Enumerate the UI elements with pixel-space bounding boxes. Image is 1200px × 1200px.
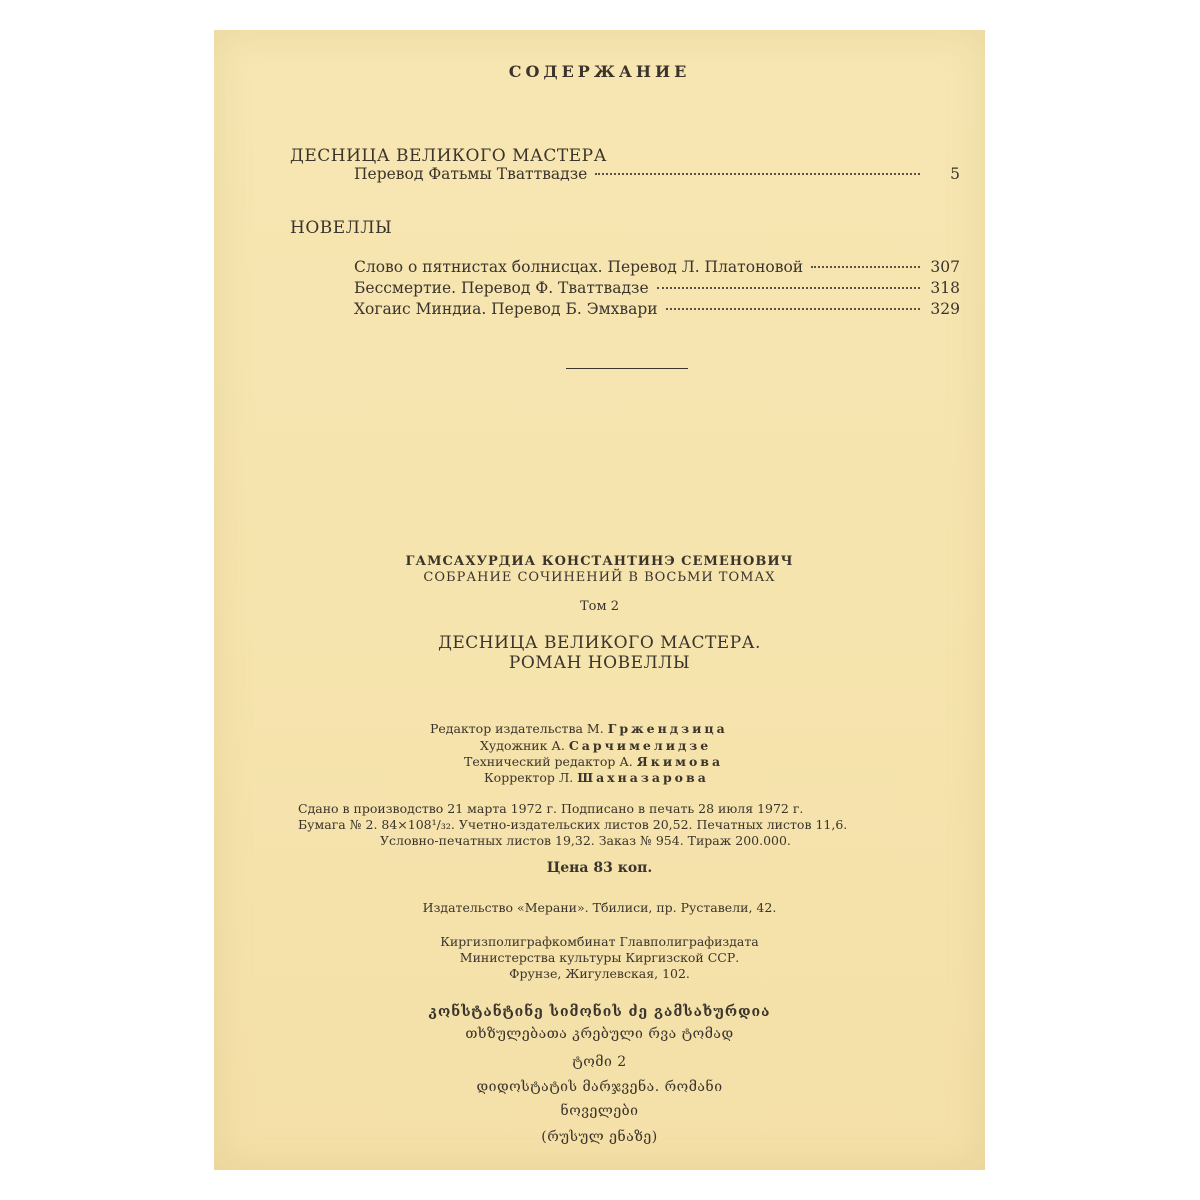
toc-entry-page: 307 bbox=[930, 258, 960, 276]
toc-entry-page: 318 bbox=[930, 279, 960, 297]
toc-entry bbox=[354, 279, 960, 297]
toc-entry bbox=[354, 300, 960, 318]
staff-role: Редактор издательства М. bbox=[430, 721, 604, 736]
imprint-volume: Том 2 bbox=[579, 599, 619, 614]
staff-name: Сарчимелидзе bbox=[568, 738, 712, 753]
imprint-staff-line bbox=[430, 721, 728, 736]
imprint-staff-line bbox=[464, 754, 723, 769]
toc-entry bbox=[354, 165, 960, 183]
imprint-title-line1: ДЕСНИЦА ВЕЛИКОГО МАСТЕРА. bbox=[438, 633, 761, 653]
imprint-publisher: Издательство «Мерани». Тбилиси, пр. Руставели, 42. bbox=[422, 900, 777, 915]
toc-leader bbox=[811, 266, 920, 268]
toc-leader bbox=[666, 308, 920, 310]
imprint-production-line: Бумага № 2. 84×108¹/₃₂. Учетно-издательских листов 20,52. Печатных листов 11,6. bbox=[298, 817, 848, 832]
staff-name: Якимова bbox=[636, 754, 724, 769]
divider-rule bbox=[566, 368, 688, 369]
staff-role: Технический редактор А. bbox=[464, 754, 633, 769]
georgian-volume: ტომი 2 bbox=[572, 1054, 627, 1070]
toc-entry bbox=[354, 258, 960, 276]
toc-leader bbox=[595, 173, 920, 175]
toc-entry-text: Слово о пятнистах болнисцах. Перевод Л. Платоновой bbox=[354, 258, 804, 276]
imprint-title-line2: РОМАН НОВЕЛЛЫ bbox=[508, 653, 691, 673]
imprint-production-line: Условно-печатных листов 19,32. Заказ № 954. Тираж 200.000. bbox=[380, 833, 791, 848]
georgian-title: დიდოსტატის მარჯვენა. რომანი bbox=[476, 1079, 723, 1095]
book-page bbox=[214, 30, 985, 1170]
toc-entry-page: 329 bbox=[930, 300, 960, 318]
georgian-author: კონსტანტინე სიმონის ძე გამსახურდია bbox=[428, 1004, 771, 1020]
imprint-staff-line bbox=[480, 738, 711, 753]
staff-role: Художник А. bbox=[480, 738, 565, 753]
imprint-price: Цена 83 коп. bbox=[546, 860, 653, 876]
toc-section-title: ДЕСНИЦА ВЕЛИКОГО МАСТЕРА bbox=[290, 146, 607, 166]
toc-title: СОДЕРЖАНИЕ bbox=[508, 62, 691, 81]
toc-section-title: НОВЕЛЛЫ bbox=[290, 218, 393, 238]
imprint-printer-line: Фрунзе, Жигулевская, 102. bbox=[509, 966, 690, 981]
imprint-staff-line bbox=[484, 770, 709, 785]
staff-name: Шахназарова bbox=[577, 770, 709, 785]
staff-name: Гржендзица bbox=[607, 721, 728, 736]
staff-role: Корректор Л. bbox=[484, 770, 574, 785]
imprint-author: ГАМСАХУРДИА КОНСТАНТИНЭ СЕМЕНОВИЧ bbox=[405, 554, 794, 569]
imprint-collection: СОБРАНИЕ СОЧИНЕНИЙ В ВОСЬМИ ТОМАХ bbox=[423, 570, 776, 585]
toc-leader bbox=[657, 287, 920, 289]
imprint-production-line: Сдано в производство 21 марта 1972 г. Подписано в печать 28 июля 1972 г. bbox=[298, 801, 804, 816]
imprint-printer-line: Киргизполиграфкомбинат Главполиграфиздата bbox=[440, 934, 759, 949]
toc-entry-text: Перевод Фатьмы Тваттвадзе bbox=[354, 165, 588, 183]
georgian-subtitle: ნოველები bbox=[560, 1103, 639, 1119]
imprint-printer-line: Министерства культуры Киргизской ССР. bbox=[459, 950, 740, 965]
toc-entry-text: Хогаис Миндиа. Перевод Б. Эмхвари bbox=[354, 300, 658, 318]
georgian-collection: თხზულებათა კრებული რვა ტომად bbox=[465, 1026, 734, 1042]
toc-entry-text: Бессмертие. Перевод Ф. Тваттвадзе bbox=[354, 279, 649, 297]
georgian-note: (რუსულ ენაზე) bbox=[541, 1129, 658, 1145]
toc-entry-page: 5 bbox=[950, 165, 960, 183]
